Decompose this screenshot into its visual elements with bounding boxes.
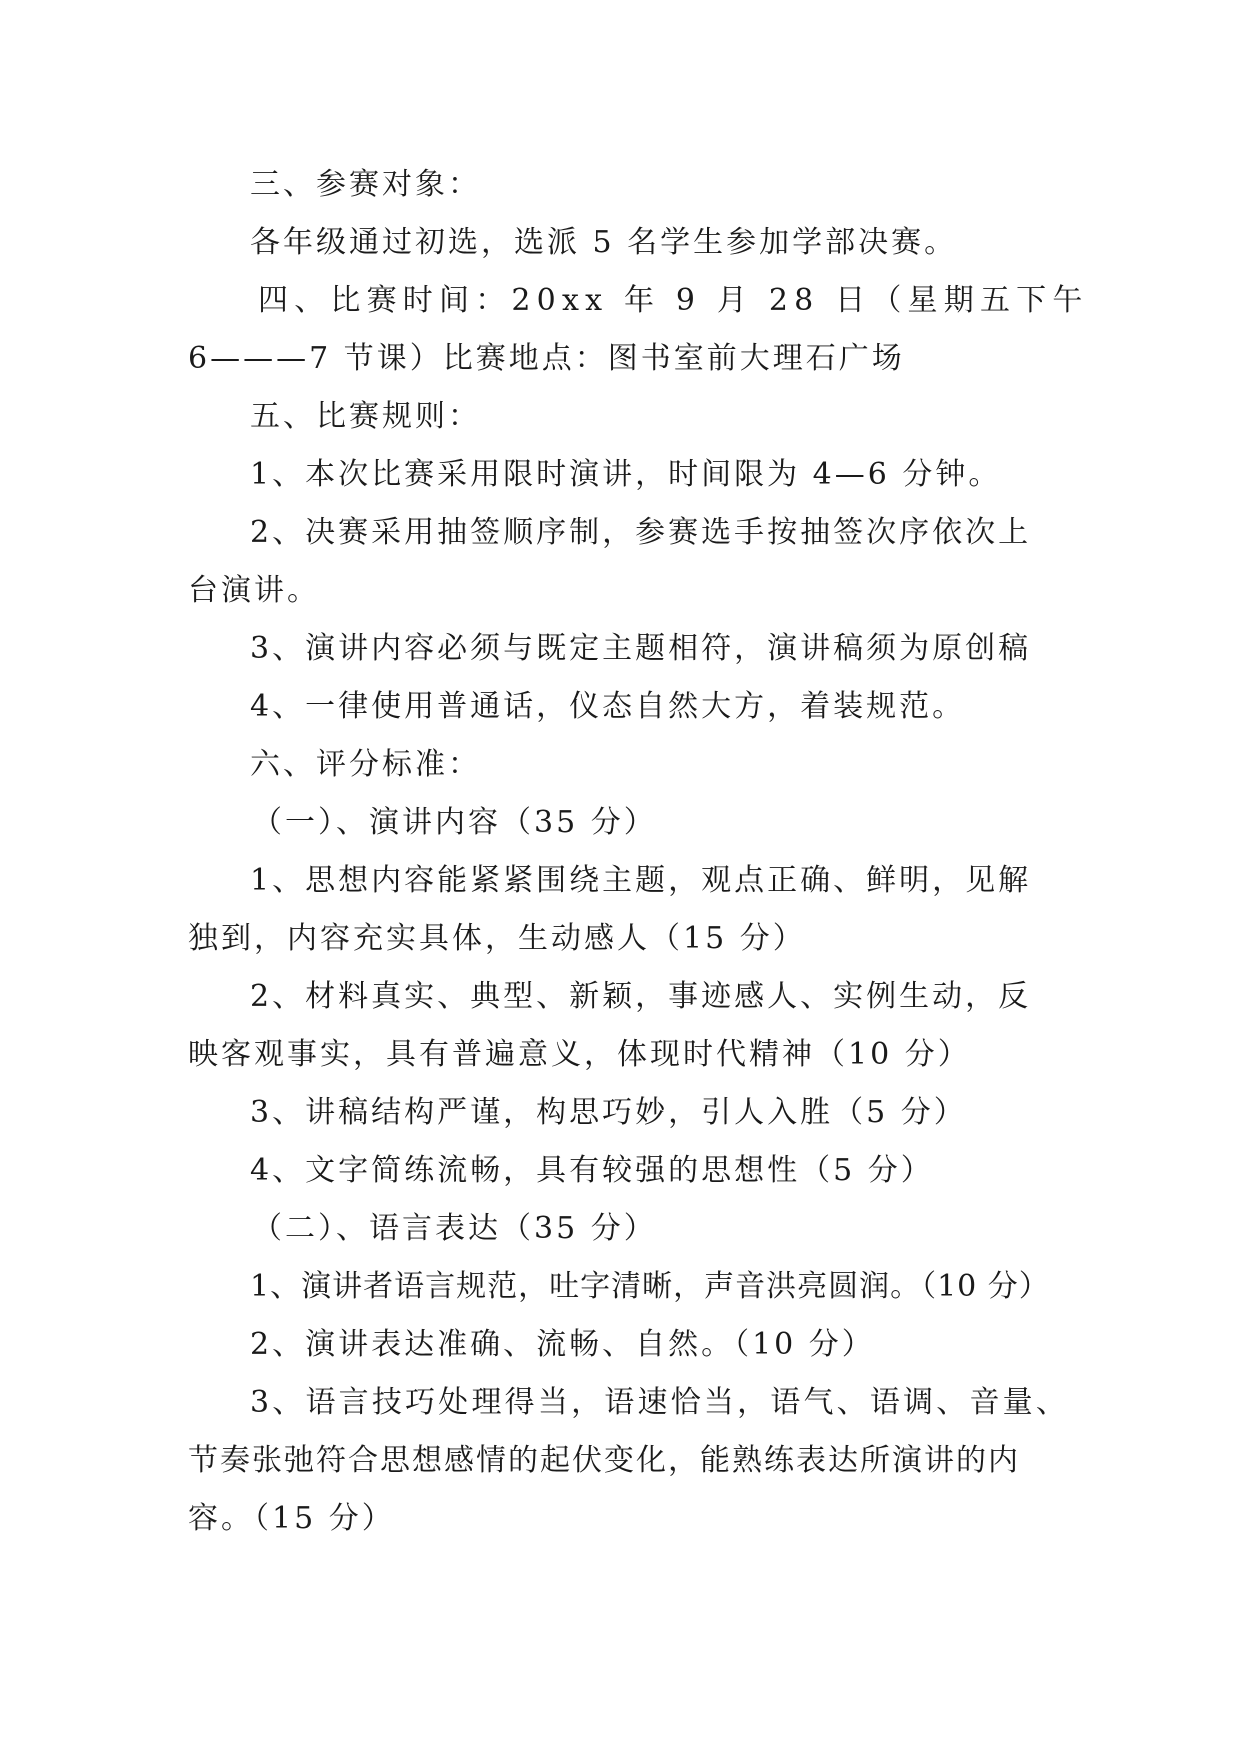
criterion-item: 1、演讲者语言规范，吐字清晰，声音洪亮圆润。（10 分） [250,1269,1050,1304]
criterion-item: 2、材料真实、典型、新颖，事迹感人、实例生动，反 [250,979,1032,1014]
criterion-item: 3、讲稿结构严谨，构思巧妙，引人入胜（5 分） [250,1095,967,1130]
paragraph-line: 容。（15 分） [188,1501,395,1536]
section-heading-scoring: 六、评分标准： [250,747,481,782]
subsection-heading-language: （二）、语言表达（35 分） [252,1211,657,1246]
criterion-item: 4、文字简练流畅，具有较强的思想性（5 分） [250,1153,934,1188]
criterion-item: 3、语言技巧处理得当，语速恰当，语气、语调、音量、 [250,1385,1070,1420]
rule-item: 1、本次比赛采用限时演讲，时间限为 4—6 分钟。 [250,457,1002,492]
paragraph-line: 台演讲。 [188,573,320,608]
paragraph-line: 映客观事实，具有普遍意义，体现时代精神（10 分） [188,1037,971,1072]
section-heading-time: 四、比赛时间：20xx 年 9 月 28 日（星期五下午 [258,283,1089,318]
section-heading-rules: 五、比赛规则： [250,399,481,434]
subsection-heading-content: （一）、演讲内容（35 分） [252,805,657,840]
paragraph-line: 6———7 节课）比赛地点：图书室前大理石广场 [188,341,905,376]
rule-item: 4、一律使用普通话，仪态自然大方，着装规范。 [250,689,966,724]
criterion-item: 2、演讲表达准确、流畅、自然。（10 分） [250,1327,875,1362]
paragraph-line: 节奏张弛符合思想感情的起伏变化，能熟练表达所演讲的内 [188,1443,1020,1478]
rule-item: 3、演讲内容必须与既定主题相符，演讲稿须为原创稿 [250,631,1032,666]
paragraph-line: 独到，内容充实具体，生动感人（15 分） [188,921,806,956]
criterion-item: 1、思想内容能紧紧围绕主题，观点正确、鲜明，见解 [250,863,1032,898]
section-heading-participants: 三、参赛对象： [250,167,481,202]
rule-item: 2、决赛采用抽签顺序制，参赛选手按抽签次序依次上 [250,515,1032,550]
paragraph-line: 各年级通过初选，选派 5 名学生参加学部决赛。 [250,225,958,260]
